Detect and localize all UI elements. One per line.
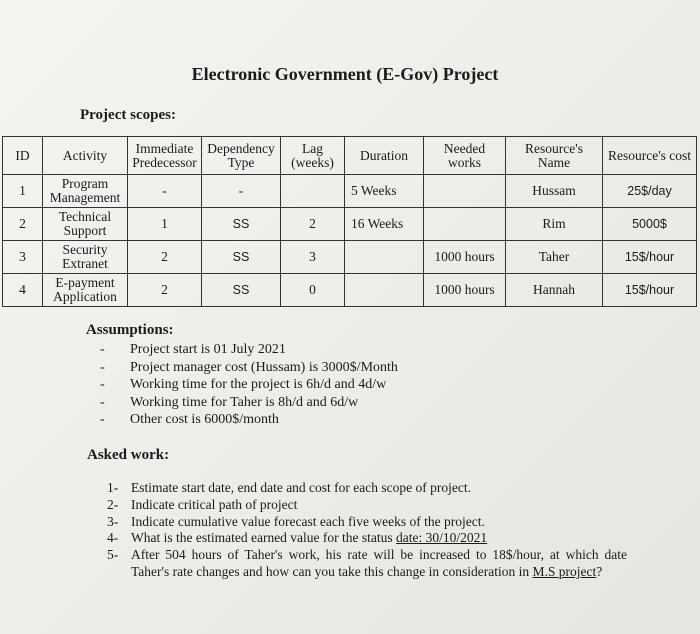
document-title: Electronic Government (E-Gov) Project — [191, 64, 499, 84]
cell-resource-cost: 15$/hour — [603, 274, 697, 307]
cell-id: 2 — [3, 208, 43, 241]
cell-needed — [424, 175, 506, 208]
cell-duration: 16 Weeks — [345, 208, 424, 241]
cell-dependency: SS — [202, 241, 281, 274]
cell-resource-name: Hannah — [506, 274, 603, 307]
cell-needed — [424, 208, 506, 241]
asked-item-text: After 504 hours of Taher's work, his rate will be increased to 18$/hour, at which date Taher's rate changes and how can you take this change in consideration in — [131, 547, 627, 579]
asked-item — [107, 480, 627, 497]
cell-needed: 1000 hours — [424, 274, 506, 307]
assumption-item: - Project start is 01 July 2021 — [100, 341, 398, 359]
table-row — [3, 241, 697, 274]
cell-predecessor: 2 — [128, 274, 202, 307]
header-resource-cost: Resource's cost — [603, 137, 697, 175]
asked-item — [107, 514, 627, 531]
table-row — [3, 274, 697, 307]
asked-work-list — [107, 480, 627, 581]
cell-id: 3 — [3, 241, 43, 274]
header-activity: Activity — [43, 137, 128, 175]
cell-resource-name: Taher — [506, 241, 603, 274]
cell-duration — [345, 241, 424, 274]
assumption-item: - Working time for Taher is 8h/d and 6d/w — [100, 394, 398, 412]
asked-item-number: 1- — [107, 480, 119, 495]
cell-needed: 1000 hours — [424, 241, 506, 274]
asked-work-heading: Asked work: — [87, 447, 170, 463]
cell-resource-name: Hussam — [506, 175, 603, 208]
cell-activity: Security Extranet — [43, 241, 128, 274]
header-duration: Duration — [345, 137, 424, 175]
asked-item-underlined-text: date: 30/10/2021 — [396, 530, 488, 546]
cell-lag: 2 — [281, 208, 345, 241]
header-resource-name: Resource's Name — [506, 137, 603, 175]
scopes-heading: Project scopes: — [80, 107, 176, 123]
cell-dependency: SS — [202, 208, 281, 241]
cell-activity: Program Management — [43, 175, 128, 208]
scope-table — [2, 136, 697, 307]
assumption-item: - Other cost is 6000$/month — [100, 411, 398, 429]
cell-id: 4 — [3, 274, 43, 307]
asked-item-text: What is the estimated earned value for the status — [131, 530, 397, 546]
assumption-item: - Working time for the project is 6h/d and 4d/w — [100, 376, 398, 394]
header-needed: Needed works — [424, 137, 506, 175]
asked-item — [107, 530, 627, 547]
cell-resource-cost: 15$/hour — [603, 241, 697, 274]
cell-lag — [281, 175, 345, 208]
header-id: ID — [3, 137, 43, 175]
cell-lag: 0 — [281, 274, 345, 307]
header-predecessor: Immediate Predecessor — [128, 137, 202, 175]
asked-item-text: Estimate start date, end date and cost for each scope of project. — [131, 480, 471, 495]
asked-item-tail-text: ? — [596, 563, 603, 579]
assumptions-heading: Assumptions: — [86, 322, 174, 338]
cell-dependency: - — [202, 175, 281, 208]
table-header-row — [3, 137, 697, 175]
cell-activity: Technical Support — [43, 208, 128, 241]
asked-item-number: 3- — [107, 513, 119, 529]
asked-item — [107, 547, 627, 581]
cell-duration: 5 Weeks — [345, 175, 424, 208]
cell-resource-cost: 25$/day — [603, 175, 697, 208]
cell-activity: E-payment Application — [43, 274, 128, 307]
assumption-item: - Project manager cost (Hussam) is 3000$/Month — [100, 359, 398, 377]
cell-predecessor: 2 — [128, 241, 202, 274]
cell-predecessor: 1 — [128, 208, 202, 241]
cell-dependency: SS — [202, 274, 281, 307]
asked-item-number: 2- — [107, 496, 119, 512]
table-row — [3, 175, 697, 208]
cell-lag: 3 — [281, 241, 345, 274]
asked-item — [107, 497, 627, 514]
asked-item-text: Indicate critical path of project — [131, 496, 298, 512]
cell-resource-name: Rim — [506, 208, 603, 241]
table-row — [3, 208, 697, 241]
assumptions-list — [100, 341, 398, 429]
cell-id: 1 — [3, 175, 43, 208]
asked-item-underlined-text: M.S project — [532, 563, 597, 579]
asked-item-number: 5- — [107, 547, 119, 563]
cell-resource-cost: 5000$ — [603, 208, 697, 241]
header-dependency: Dependency Type — [202, 137, 281, 175]
asked-item-text: Indicate cumulative value forecast each five weeks of the project. — [131, 513, 485, 529]
cell-duration — [345, 274, 424, 307]
header-lag: Lag (weeks) — [281, 137, 345, 175]
asked-item-number: 4- — [107, 530, 119, 546]
cell-predecessor: - — [128, 175, 202, 208]
